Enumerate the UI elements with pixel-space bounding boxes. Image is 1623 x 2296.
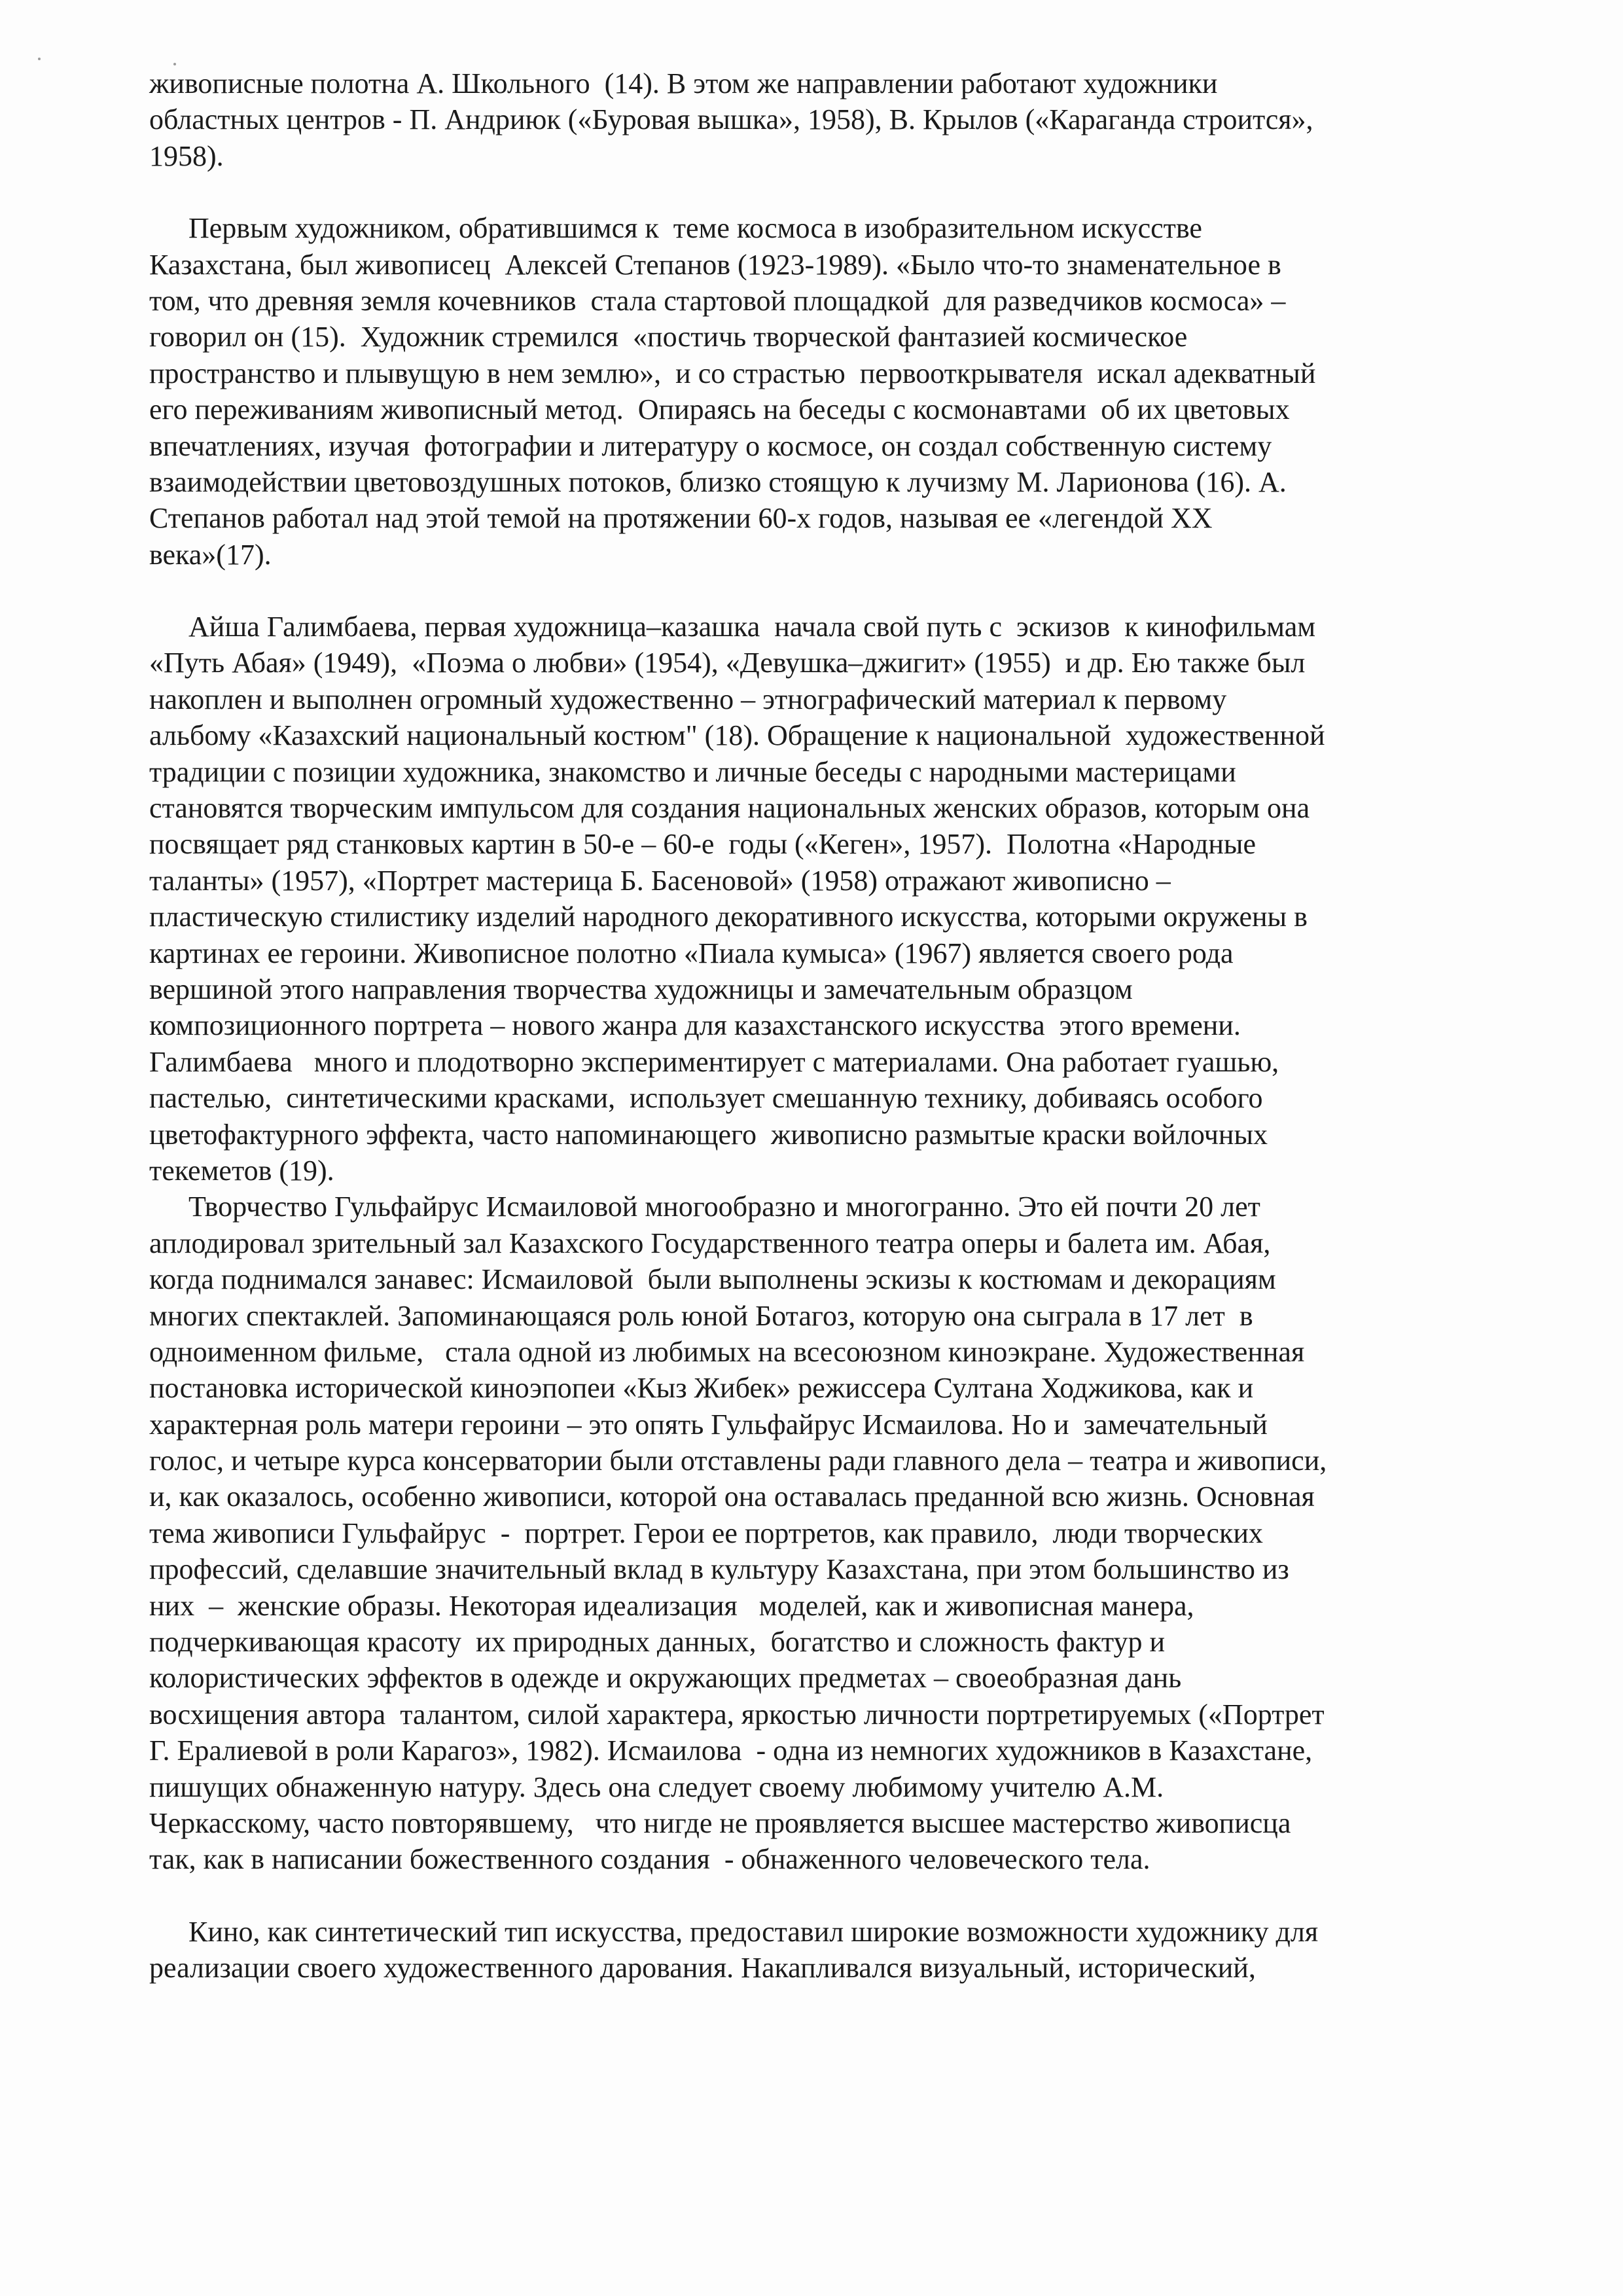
- text-line: реализации своего художественного дарования. Накапливался визуальный, исторический,: [149, 1952, 1256, 1984]
- text-line: его переживаниям живописный метод. Опираясь на беседы с космонавтами об их цветовых: [149, 393, 1290, 426]
- text-line: пишущих обнаженную натуру. Здесь она следует своему любимому учителю А.М.: [149, 1770, 1164, 1803]
- paragraph: [149, 1914, 1484, 1986]
- text-line: посвящает ряд станковых картин в 50-е – 60-е годы («Кеген», 1957). Полотна «Народные: [149, 828, 1256, 861]
- text-line: Галимбаева много и плодотворно экспериментирует с материалами. Она работает гуашью,: [149, 1045, 1279, 1078]
- text-line: говорил он (15). Художник стремился «постичь творческой фантазией космическое: [149, 321, 1188, 353]
- text-line: Кино, как синтетический тип искусства, предоставил широкие возможности художнику для: [188, 1915, 1319, 1948]
- text-line: когда поднимался занавес: Исмаиловой были выполнены эскизы к костюмам и декорациям: [149, 1263, 1276, 1296]
- paragraph-gap: [149, 573, 1484, 609]
- text-line: становятся творческим импульсом для создания национальных женских образов, которым она: [149, 792, 1310, 825]
- text-line: областных центров - П. Андриюк («Буровая вышка», 1958), В. Крылов («Караганда строится»,: [149, 103, 1313, 136]
- scan-speck: [38, 58, 41, 60]
- text-line: восхищения автора талантом, силой характера, яркостью личности портретируемых («Портрет: [149, 1698, 1325, 1731]
- text-line: том, что древняя земля кочевников стала стартовой площадкой для разведчиков космоса» –: [149, 284, 1286, 317]
- text-line: одноименном фильме, стала одной из любимых на всесоюзном киноэкране. Художественная: [149, 1335, 1305, 1368]
- text-line: века»(17).: [149, 538, 272, 571]
- text-line: композиционного портрета – нового жанра для казахстанского искусства этого времени.: [149, 1009, 1241, 1042]
- text-line: и, как оказалось, особенно живописи, которой она оставалась преданной всю жизнь. Основная: [149, 1480, 1315, 1513]
- text-line: аплодировал зрительный зал Казахского Государственного театра оперы и балета им. Абая,: [149, 1227, 1271, 1259]
- text-line: Айша Галимбаева, первая художница–казашка начала свой путь с эскизов к кинофильмам: [188, 611, 1316, 643]
- text-line: традиции с позиции художника, знакомство и личные беседы с народными мастерицами: [149, 755, 1236, 788]
- text-line: подчеркивающая красоту их природных данных, богатство и сложность фактур и: [149, 1626, 1166, 1659]
- text-line: постановка исторической киноэпопеи «Кыз Жибек» режиссера Султана Ходжикова, как и: [149, 1372, 1254, 1405]
- paragraph: [149, 609, 1484, 1189]
- text-line: Первым художником, обратившимся к теме космоса в изобразительном искусстве: [188, 212, 1202, 245]
- text-line: пространство и плывущую в нем землю», и со страстью первооткрывателя искал адекватный: [149, 357, 1316, 389]
- paragraph: [149, 65, 1484, 174]
- text-line: Творчество Гульфайрус Исмаиловой многообразно и многогранно. Это ей почти 20 лет: [188, 1191, 1260, 1223]
- paragraph-gap: [149, 1878, 1484, 1914]
- text-line: «Путь Абая» (1949), «Поэма о любви» (1954), «Девушка–джигит» (1955) и др. Ею также был: [149, 647, 1306, 679]
- text-line: Казахстана, был живописец Алексей Степанов (1923-1989). «Было что-то знаменательное в: [149, 248, 1281, 281]
- paragraph: [149, 1189, 1484, 1877]
- text-line: альбому «Казахский национальный костюм" (18). Обращение к национальной художественной: [149, 719, 1325, 752]
- text-line: таланты» (1957), «Портрет мастерица Б. Басеновой» (1958) отражают живописно –: [149, 864, 1171, 897]
- document-body: [149, 65, 1484, 1986]
- text-line: пластическую стилистику изделий народного декоративного искусства, которыми окружены в: [149, 901, 1308, 933]
- text-line: характерная роль матери героини – это опять Гульфайрус Исмаилова. Но и замечательный: [149, 1408, 1268, 1441]
- text-line: накоплен и выполнен огромный художественно – этнографический материал к первому: [149, 683, 1227, 715]
- text-line: колористических эффектов в одежде и окружающих предметах – своеобразная дань: [149, 1662, 1182, 1695]
- text-line: Черкасскому, часто повторявшему, что нигде не проявляется высшее мастерство живописца: [149, 1806, 1291, 1839]
- text-line: текеметов (19).: [149, 1154, 334, 1187]
- text-line: профессий, сделавшие значительный вклад в культуру Казахстана, при этом большинство из: [149, 1553, 1289, 1586]
- text-line: цветофактурного эффекта, часто напоминающего живописно размытые краски войлочных: [149, 1118, 1268, 1151]
- text-line: Степанов работал над этой темой на протяжении 60-х годов, называя ее «легендой XX: [149, 502, 1213, 535]
- text-line: тема живописи Гульфайрус - портрет. Герои ее портретов, как правило, люди творческих: [149, 1516, 1263, 1549]
- text-line: вершиной этого направления творчества художницы и замечательным образцом: [149, 973, 1133, 1005]
- text-line: картинах ее героини. Живописное полотно «Пиала кумыса» (1967) является своего рода: [149, 937, 1234, 969]
- paragraph-gap: [149, 174, 1484, 210]
- text-line: них – женские образы. Некоторая идеализация моделей, как и живописная манера,: [149, 1589, 1194, 1622]
- text-line: живописные полотна А. Школьного (14). В этом же направлении работают художники: [149, 67, 1218, 99]
- text-line: Г. Ералиевой в роли Карагоз», 1982). Исмаилова - одна из немногих художников в Казахстане,: [149, 1734, 1313, 1767]
- text-line: так, как в написании божественного создания - обнаженного человеческого тела.: [149, 1843, 1150, 1876]
- paragraph: [149, 210, 1484, 573]
- text-line: голос, и четыре курса консерватории были отставлены ради главного дела – театра и живописи,: [149, 1444, 1327, 1477]
- text-line: многих спектаклей. Запоминающаяся роль юной Ботагоз, которую она сыграла в 17 лет в: [149, 1299, 1253, 1332]
- text-line: 1958).: [149, 139, 224, 172]
- text-line: впечатлениях, изучая фотографии и литературу о космосе, он создал собственную систему: [149, 429, 1272, 462]
- text-line: пастелью, синтетическими красками, использует смешанную технику, добиваясь особого: [149, 1082, 1263, 1115]
- text-line: взаимодействии цветовоздушных потоков, близко стоящую к лучизму М. Ларионова (16). А.: [149, 465, 1287, 498]
